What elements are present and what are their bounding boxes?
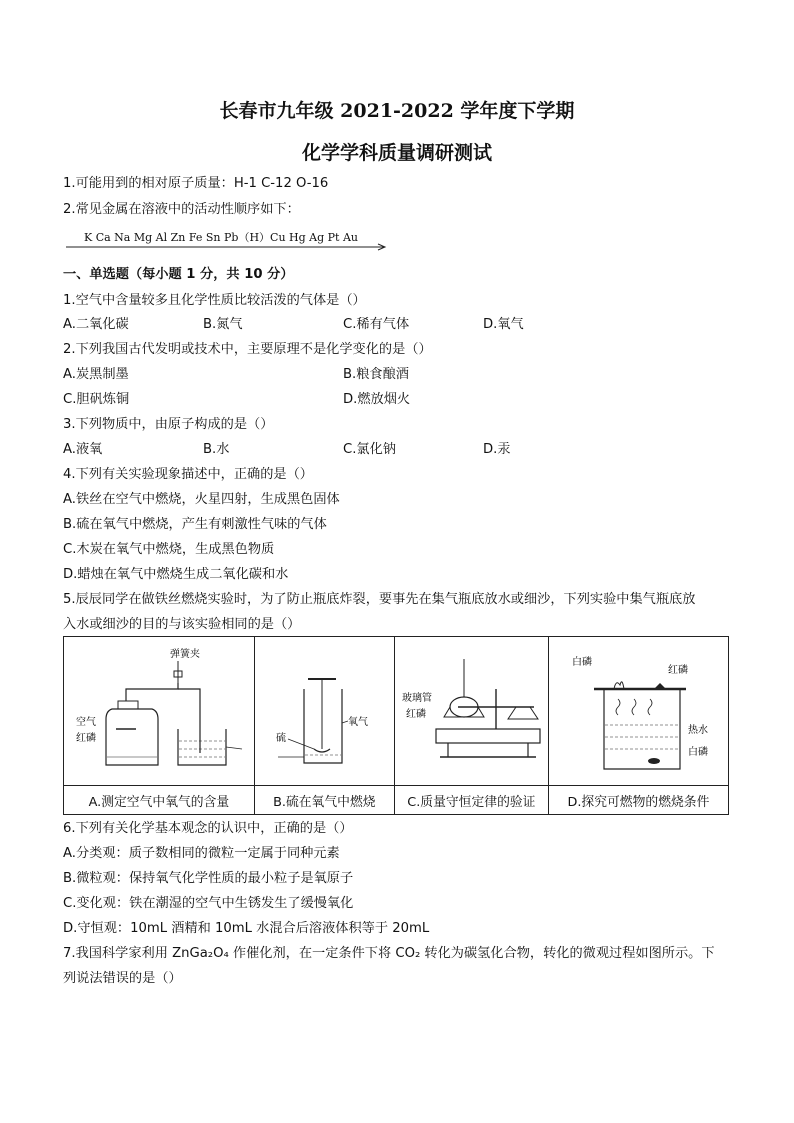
q7-stem-line1: 7.我国科学家利用 ZnGa₂O₄ 作催化剂，在一定条件下将 CO₂ 转化为碳氢化合物，转化的微观过程如图所示。下 (63, 946, 715, 961)
label-hot-water: 热水 (688, 725, 709, 736)
q2-stem: 2.下列我国古代发明或技术中，主要原理不是化学变化的是（） (63, 342, 432, 357)
q5-figure-table (63, 636, 729, 815)
q1-option-c: C.稀有气体 (343, 317, 410, 332)
q6-stem: 6.下列有关化学基本观念的认识中，正确的是（） (63, 821, 353, 836)
q6-option-b: B.微粒观：保持氧气化学性质的最小粒子是氧原子 (63, 871, 354, 886)
figure-a-cell (64, 637, 255, 786)
label-sulfur: 硫 (276, 733, 287, 744)
label-red-phosphorus-3: 红磷 (668, 665, 689, 676)
q3-option-b: B.水 (203, 442, 230, 457)
note-atomic-mass: 1.可能用到的相对原子质量：H-1 C-12 O-16 (63, 176, 329, 191)
label-clip: 弹簧夹 (169, 649, 200, 660)
q3-option-c: C.氯化钠 (343, 442, 396, 457)
caption-d: D.探究可燃物的燃烧条件 (548, 786, 728, 815)
q7-stem-line2: 列说法错误的是（） (63, 971, 182, 986)
q2-option-c: C.胆矾炼铜 (63, 392, 130, 407)
figure-c-mass-conservation (396, 637, 546, 781)
note-activity-series: 2.常见金属在溶液中的活动性顺序如下： (63, 202, 300, 217)
q1-stem: 1.空气中含量较多且化学性质比较活泼的气体是（） (63, 293, 366, 308)
q1-option-b: B.氮气 (203, 317, 243, 332)
caption-b: B.硫在氧气中燃烧 (254, 786, 394, 815)
q3-option-a: A.液氧 (63, 442, 103, 457)
label-white-phosphorus-bottom: 白磷 (688, 747, 709, 758)
q1-option-d: D.氧气 (483, 317, 524, 332)
q4-option-a: A.铁丝在空气中燃烧，火星四射，生成黑色固体 (63, 492, 340, 507)
caption-c: C.质量守恒定律的验证 (394, 786, 548, 815)
q2-option-b: B.粮食酿酒 (343, 367, 409, 382)
label-glass-tube: 玻璃管 (402, 693, 433, 704)
figure-d-combustion-conditions (550, 637, 726, 781)
q4-option-c: C.木炭在氧气中燃烧，生成黑色物质 (63, 542, 275, 557)
figure-b-cell (254, 637, 394, 786)
section-heading: 一、单选题（每小题 1 分，共 10 分） (63, 267, 294, 282)
figure-c-cell (394, 637, 548, 786)
exam-title: 长春市九年级 2021-2022 学年度下学期 (219, 100, 575, 122)
figure-b-sulfur-burning (256, 637, 392, 781)
label-red-phosphorus: 红磷 (75, 733, 96, 744)
q1-option-a: A.二氧化碳 (63, 317, 129, 332)
q4-option-b: B.硫在氧气中燃烧，产生有刺激性气味的气体 (63, 517, 327, 532)
label-air: 空气 (75, 717, 96, 728)
figure-d-cell (548, 637, 728, 786)
q2-option-d: D.燃放烟火 (343, 392, 411, 407)
q2-option-a: A.炭黑制墨 (63, 367, 129, 382)
q4-option-d: D.蜡烛在氧气中燃烧生成二氧化碳和水 (63, 567, 289, 582)
q3-option-d: D.汞 (483, 442, 511, 457)
label-red-phosphorus-2: 红磷 (406, 709, 427, 720)
q5-stem-line2: 入水或细沙的目的与该实验相同的是（） (63, 617, 301, 632)
q4-stem: 4.下列有关实验现象描述中，正确的是（） (63, 467, 313, 482)
label-white-phosphorus-top: 白磷 (572, 657, 593, 668)
q3-stem: 3.下列物质中，由原子构成的是（） (63, 417, 274, 432)
label-oxygen: 氧气 (348, 717, 369, 728)
q6-option-c: C.变化观：铁在潮湿的空气中生锈发生了缓慢氧化 (63, 896, 354, 911)
series-arrow-icon (66, 243, 391, 251)
figure-a-oxygen-measurement (66, 637, 252, 781)
q5-stem-line1: 5.辰辰同学在做铁丝燃烧实验时，为了防止瓶底炸裂，要事先在集气瓶底放水或细沙，下列实验中集气瓶底放 (63, 592, 696, 607)
caption-a: A.测定空气中氧气的含量 (64, 786, 255, 815)
exam-subtitle: 化学学科质量调研测试 (301, 142, 492, 164)
q6-option-d: D.守恒观：10mL 酒精和 10mL 水混合后溶液体积等于 20mL (63, 921, 430, 936)
metal-activity-series: K Ca Na Mg Al Zn Fe Sn Pb（H）Cu Hg Ag Pt Au (84, 231, 358, 244)
q6-option-a: A.分类观：质子数相同的微粒一定属于同种元素 (63, 846, 340, 861)
